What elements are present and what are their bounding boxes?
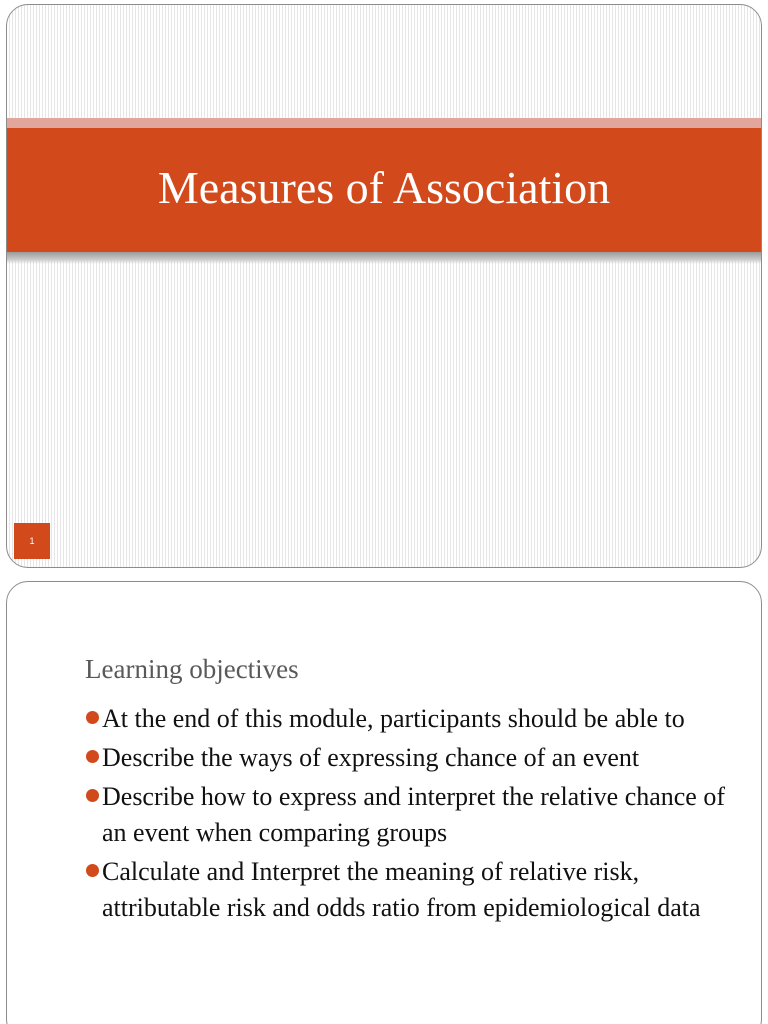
bullet-item	[85, 740, 725, 776]
title-band-shadow	[7, 252, 761, 264]
title-band	[7, 128, 761, 252]
bullet-icon	[86, 750, 99, 763]
bullet-icon	[86, 789, 99, 802]
bullet-item	[85, 779, 725, 851]
bullet-item	[85, 854, 725, 926]
title-slide	[6, 4, 762, 568]
bullet-text: Describe how to express and interpret the relative chance of an event when comparing groups	[102, 782, 726, 847]
slide-number-badge: 1	[14, 523, 50, 559]
slide-title: Measures of Association	[157, 161, 611, 213]
title-band-accent-strip	[7, 118, 761, 128]
bullet-icon	[86, 711, 99, 724]
bullet-text: Describe the ways of expressing chance of an event	[102, 743, 640, 772]
bullet-item	[85, 701, 725, 737]
section-heading: Learning objectives	[85, 654, 299, 684]
objectives-slide	[6, 581, 762, 1024]
bullet-text: Calculate and Interpret the meaning of relative risk, attributable risk and odds ratio from epidemiological data	[102, 857, 701, 922]
bullet-icon	[86, 864, 99, 877]
bullet-list	[85, 701, 725, 929]
bullet-text: At the end of this module, participants should be able to	[102, 704, 685, 733]
